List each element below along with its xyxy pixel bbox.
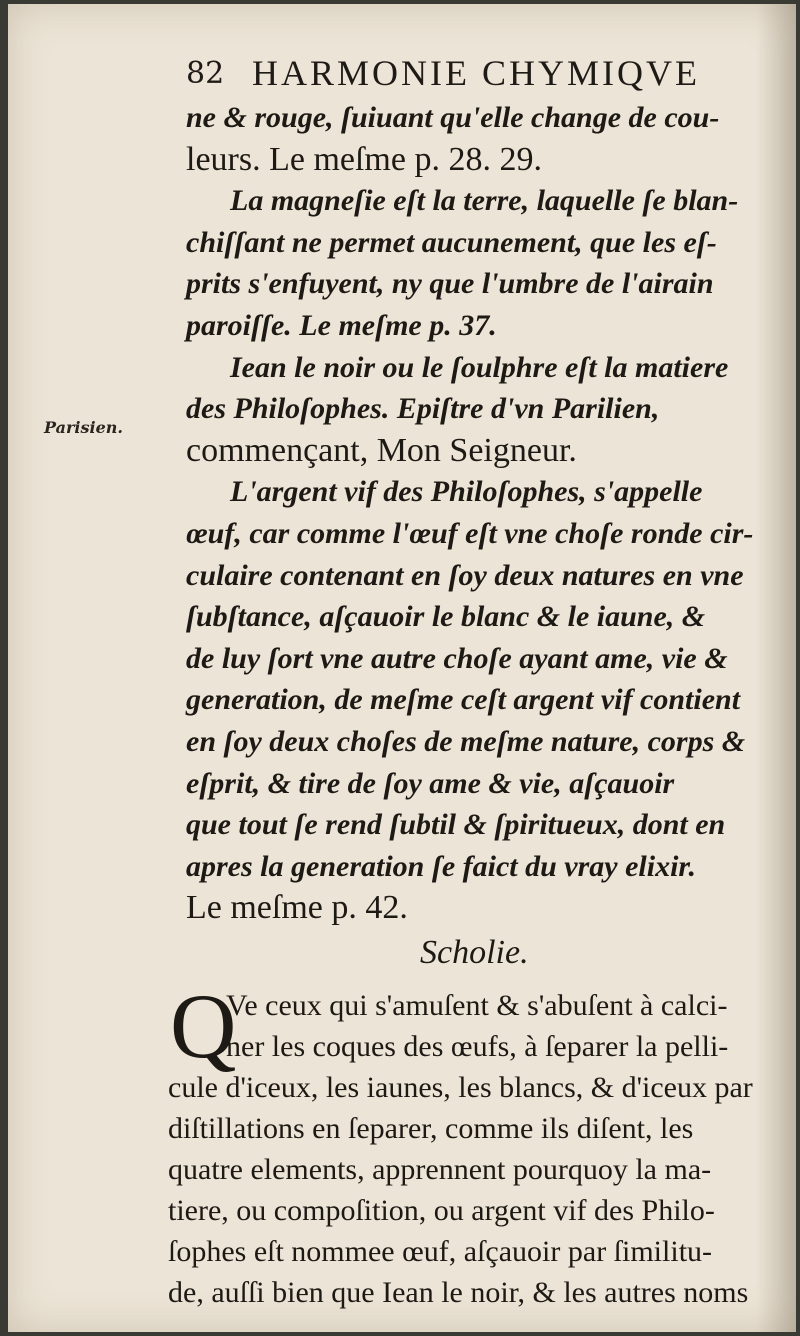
running-title: HARMONIE CHYMIQVE [252, 53, 700, 93]
page-number: 82 [186, 56, 225, 91]
text-line: Iean le noir ou le ſoulphre eſt la matiere [230, 350, 729, 384]
scholie-line: diſtillations en ſeparer, comme ils diſent, les [168, 1112, 694, 1145]
text-line: generation, de meſme ceſt argent vif contient [186, 683, 741, 717]
text-line: œuf, car comme l'œuf eſt vne choſe ronde cir- [186, 517, 754, 550]
text-line: que tout ſe rend ſubtil & ſpiritueux, dont en [186, 808, 726, 842]
text-line: de luy ſort vne autre choſe ayant ame, vie & [186, 641, 728, 675]
text-line: La magneſie eſt la terre, laquelle ſe blan- [230, 184, 739, 218]
scholie-line: cule d'iceux, les iaunes, les blancs, & d'iceux par [168, 1071, 753, 1104]
text-line: culaire contenant en ſoy deux natures en vne [186, 558, 744, 592]
text-line: en ſoy deux choſes de meſme nature, corps & [186, 725, 746, 758]
text-line: chiſſant ne permet aucunement, que les eſ- [186, 225, 717, 259]
scholie-line: tiere, ou compoſition, ou argent vif des Philo- [168, 1194, 715, 1227]
text-line: Le meſme p. 42. [186, 889, 408, 927]
scholie-title: Scholie. [420, 934, 529, 971]
scholie-line: Ve ceux qui s'amuſent & s'abuſent à calci- [226, 989, 728, 1022]
scholie-line: quatre elements, apprennent pourquoy la ma- [168, 1153, 712, 1186]
text-line: commençant, Mon Seigneur. [186, 431, 577, 469]
gutter-shadow [756, 4, 796, 1332]
text-line: prits s'enfuyent, ny que l'umbre de l'airain [186, 267, 714, 301]
margin-note: Parisien. [44, 418, 123, 437]
text-line: apres la generation ſe faict du vray elixir. [186, 849, 696, 883]
text-line: eſprit, & tire de ſoy ame & vie, aſçauoir [186, 766, 675, 800]
text-line: L'argent vif des Philoſophes, s'appelle [230, 475, 703, 509]
drop-capital: Q [170, 975, 237, 1077]
text-line: paroiſſe. Le meſme p. 37. [186, 309, 497, 342]
text-line: leurs. Le meſme p. 28. 29. [186, 140, 542, 178]
scholie-line: ſophes eſt nommee œuf, aſçauoir par ſimilitu- [168, 1235, 713, 1268]
text-line: des Philoſophes. Epiſtre d'vn Parilien, [186, 392, 660, 426]
scholie-line: de, auſſi bien que Iean le noir, & les autres noms [168, 1276, 749, 1309]
text-line: ne & rouge, ſuiuant qu'elle change de cou- [186, 101, 720, 134]
page-header [186, 50, 746, 100]
text-line: ſubſtance, aſçauoir le blanc & le iaune, & [186, 600, 706, 634]
scholie-line: ner les coques des œufs, à ſeparer la pelli- [226, 1030, 729, 1063]
